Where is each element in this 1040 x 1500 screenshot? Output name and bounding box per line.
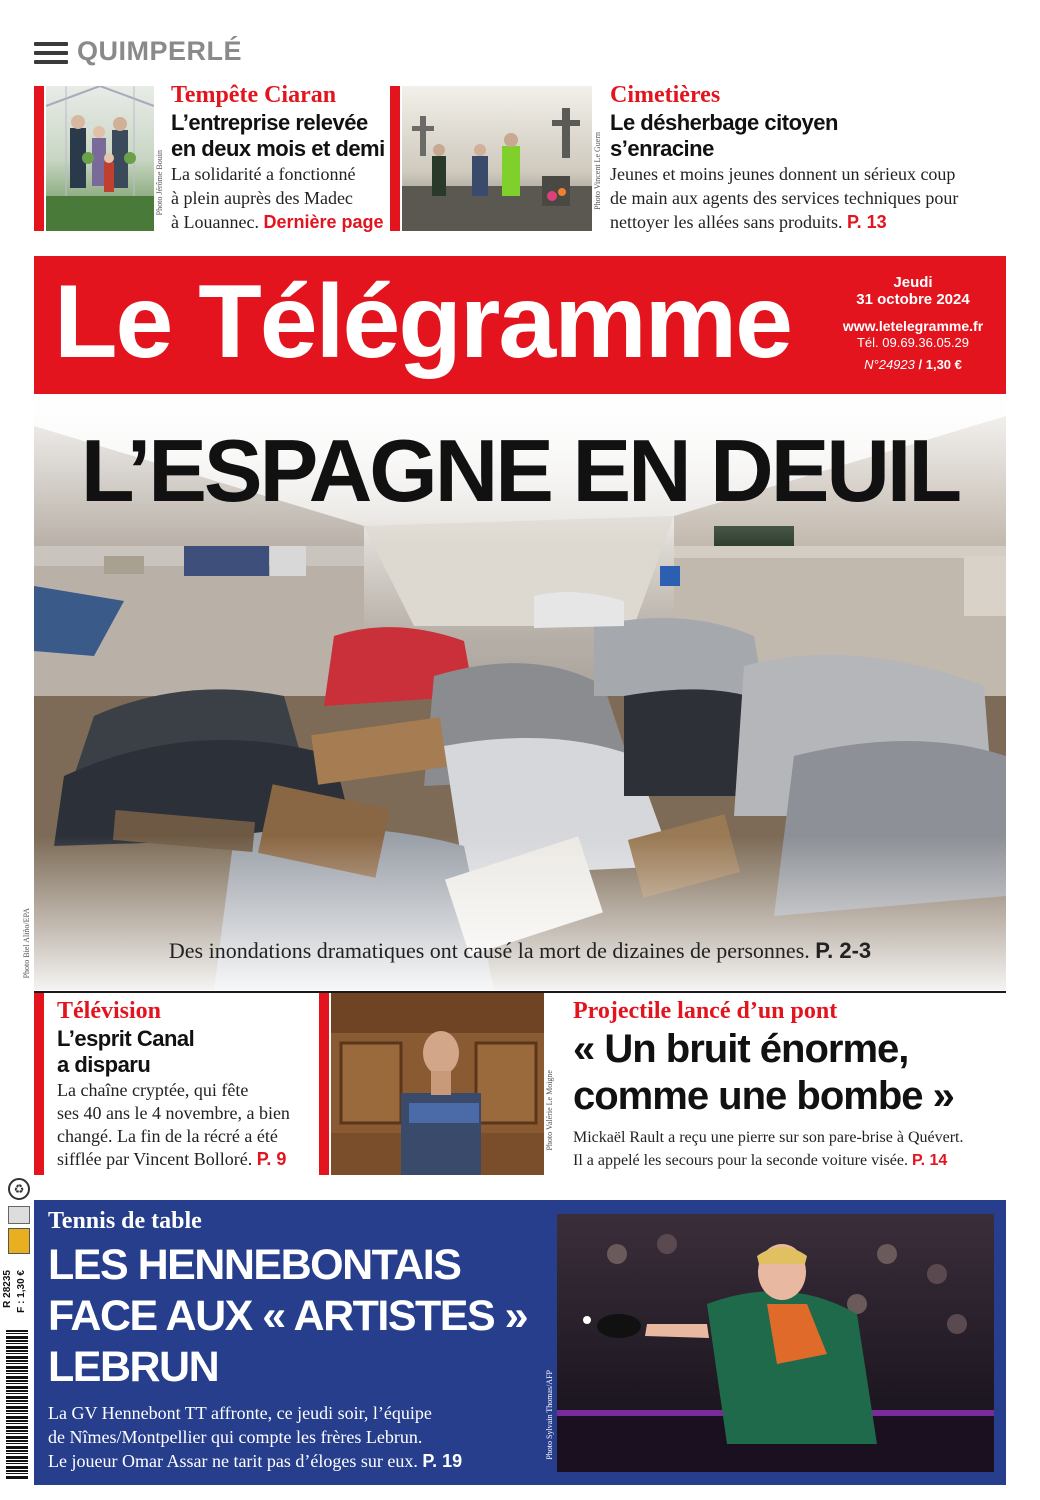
left-teaser-photo-credit: Photo Jérôme Bouin: [155, 150, 164, 216]
right-teaser-body: Jeunes et moins jeunes donnent un sérieux coup de main aux agents des services techniques pour nettoyer les allées sans produits. P. 13: [610, 164, 959, 232]
main-story-page-ref[interactable]: P. 2-3: [815, 938, 872, 963]
right-teaser-kicker: Cimetières: [610, 82, 721, 108]
projectile-story-body: Mickaël Rault a reçu une pierre sur son pare-brise à Quévert. Il a appelé les secours pour la seconde voiture visée. P. 14: [573, 1129, 964, 1169]
tv-story-kicker: Télévision: [57, 998, 162, 1024]
masthead-website[interactable]: www.letelegramme.fr: [842, 318, 984, 334]
masthead-date: Jeudi 31 octobre 2024: [856, 274, 970, 308]
left-teaser-accent-bar: [34, 86, 44, 231]
trash-sort-icon: [8, 1228, 30, 1254]
left-teaser-kicker: Tempête Ciaran: [171, 82, 337, 108]
masthead-logo[interactable]: Le Télégramme: [54, 264, 791, 380]
main-story-headline[interactable]: L’ESPAGNE EN DEUIL: [80, 421, 960, 520]
projectile-story-page-ref[interactable]: P. 14: [911, 1152, 948, 1169]
tennis-story-headline[interactable]: LES HENNEBONTAIS FACE AUX « ARTISTES » LEBRUN: [48, 1241, 528, 1391]
projectile-story-accent-bar: [319, 993, 329, 1175]
menu-icon[interactable]: [34, 42, 68, 66]
left-teaser-headline[interactable]: L’entreprise relevée en deux mois et demi: [171, 110, 385, 161]
tv-story-headline[interactable]: L’esprit Canal a disparu: [57, 1026, 195, 1077]
info-tri-icon: [8, 1206, 30, 1224]
right-teaser-headline[interactable]: Le désherbage citoyen s’enracine: [610, 110, 838, 161]
right-teaser-photo[interactable]: [402, 86, 592, 231]
tennis-story-photo-credit: Photo Sylvain Thomas/AFP: [545, 1370, 554, 1460]
right-teaser-photo-credit: Photo Vincent Le Guern: [593, 132, 602, 210]
recycle-icon: ♻: [8, 1178, 30, 1200]
tennis-story-kicker: Tennis de table: [48, 1208, 202, 1234]
tv-story-body: La chaîne cryptée, qui fête ses 40 ans le 4 novembre, a bien changé. La fin de la récré a été sifflée par Vincent Bolloré. P. 9: [57, 1080, 290, 1169]
tennis-story-body: La GV Hennebont TT affronte, ce jeudi soir, l’équipe de Nîmes/Montpellier qui compte les frères Lebrun. Le joueur Omar Assar ne tarit pas d’éloges sur eux. P. 19: [48, 1403, 463, 1471]
tv-story-page-ref[interactable]: P. 9: [256, 1149, 287, 1169]
tennis-story-photo[interactable]: [557, 1214, 994, 1472]
right-teaser-page-ref[interactable]: P. 13: [846, 212, 887, 232]
projectile-story-headline[interactable]: « Un bruit énorme, comme une bombe »: [573, 1027, 954, 1118]
projectile-story-kicker: Projectile lancé d’un pont: [573, 998, 838, 1024]
left-teaser-page-ref[interactable]: Dernière page: [263, 212, 384, 232]
edition-label: QUIMPERLÉ: [77, 36, 243, 66]
projectile-story-photo[interactable]: [331, 993, 544, 1175]
projectile-story-photo-credit: Photo Valérie Le Moigne: [545, 1070, 554, 1151]
tv-story-accent-bar: [34, 993, 44, 1175]
masthead-phone: Tél. 09.69.36.05.29: [856, 335, 970, 350]
barcode: [6, 1330, 28, 1480]
left-teaser-body: La solidarité a fonctionné à plein auprès des Madec à Louannec. Dernière page: [171, 164, 384, 232]
main-story-standfirst: Des inondations dramatiques ont causé la mort de dizaines de personnes. P. 2-3: [168, 938, 872, 963]
tennis-story-page-ref[interactable]: P. 19: [422, 1451, 463, 1471]
barcode-price: F : 1,30 €: [16, 1270, 27, 1313]
main-story-photo-credit: Photo Biel Aliño/EPA: [22, 908, 31, 979]
barcode-code: R 28235: [2, 1270, 13, 1308]
right-teaser-accent-bar: [390, 86, 400, 231]
left-teaser-photo[interactable]: [46, 86, 154, 231]
masthead-issue-price: N°24923 / 1,30 €: [864, 357, 962, 372]
